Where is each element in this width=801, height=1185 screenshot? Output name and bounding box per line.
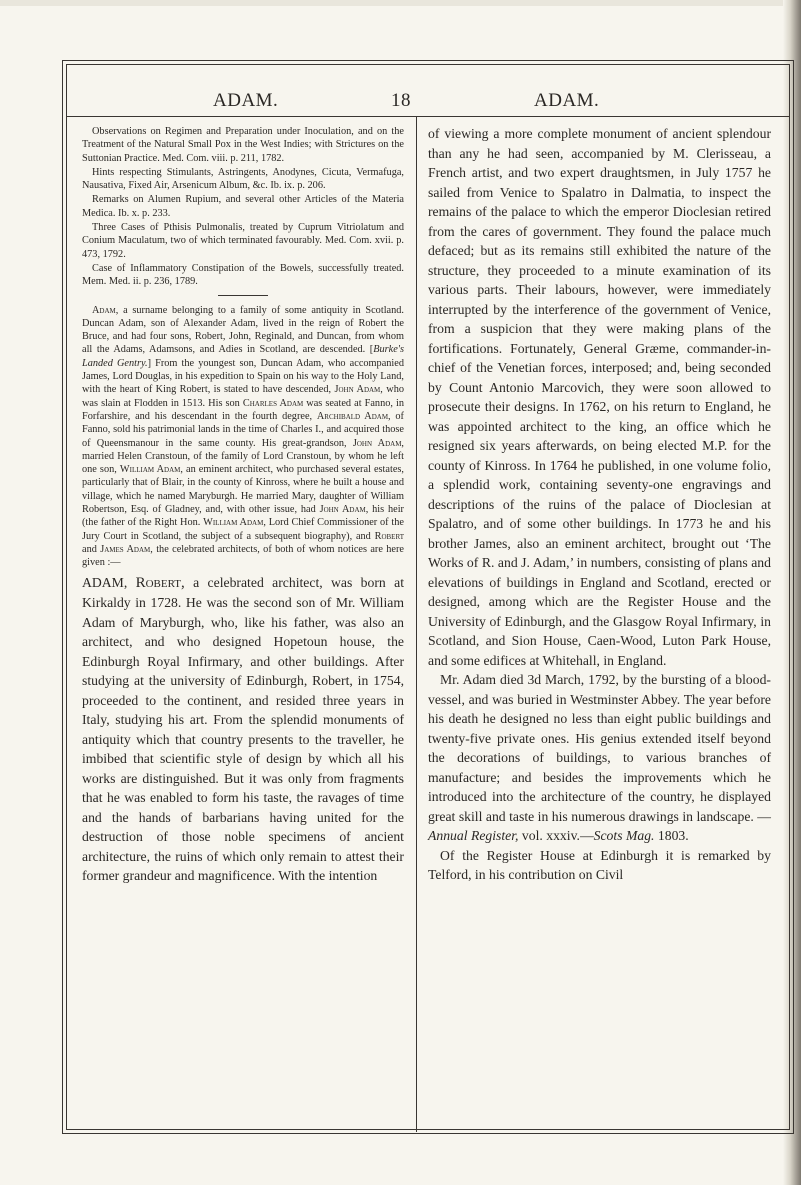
page-top-edge bbox=[0, 0, 801, 6]
entry-body: a celebrated architect, was born at Kirkaldy in 1728. He was the second son of Mr. William Adam of Maryburgh, who, like his father, was also an architect, and who designed Hopetoun house, the Edinburgh Royal Infirmary, and other buildings. After studying at the university of Edinburgh, Robert, in 1754, proceeded to the continent, and resided three years in Italy, studying his art. From the splendid monuments of antiquity which that country presents to the traveller, he imbibed that scientific style of design by which all his works are distinguished. But it was only from fragments that he was enabled to form his taste, the ravages of time and the hands of barbarians having united for the destruction of those noble specimens of ancient architecture, the ruins of which only remain to attest their former grandeur and magnificence. With the intention bbox=[82, 574, 404, 883]
header-rule bbox=[66, 116, 790, 117]
citation-burke: Burke's Landed Gentry. bbox=[82, 344, 404, 369]
right-column bbox=[428, 124, 771, 885]
left-column bbox=[82, 124, 404, 886]
observation-entry: Observations on Regimen and Preparation under Inoculation, and on the Treatment of the Natural Small Pox in the West Indies; with Strictures on the Suttonian Practice. Med. Com. viii. p. 211, 1782. bbox=[82, 126, 404, 164]
family-paragraph: Adam, a surname belonging to a family of some antiquity in Scotland. Duncan Adam, son of Alexander Adam, lived in the reign of Robert the Bruce, and had four sons, Robert, John, Reginald, and Duncan, from whom all the Adams, Adamsons, and Adies in Scotland, are descended. [Burke's Landed Gentry.] From the youngest son, Duncan Adam, who accompanied James, Lord Douglas, in his expedition to Spain on his way to the Holy Land, with the heart of King Robert, is stated to have descended, John Adam, who was slain at Flodden in 1513. His son Charles Adam was seated at Fanno, in Forfarshire, and his descendant in the fourth degree, Archibald Adam, of Fanno, sold his patrimonial lands in the time of Charles I., and acquired those of Queensmanour in the same county. His great-grandson, John Adam, married Helen Cranstoun, of the family of Lord Cranstoun, by whom he left one son, William Adam, an eminent architect, who purchased several estates, particularly that of Blair, in the county of Kinross, where he built a house and village, which he named Maryburgh. He married Mary, daughter of William Robertson, Esq. of Gladney, and, with other issue, had John Adam, his heir (the father of the Right Hon. William Adam, Lord Chief Commissioner of the Jury Court in Scotland, the subject of a subsequent biography), and Robert and James Adam, the celebrated architects, of both of whom notices are here given :— bbox=[82, 304, 405, 569]
page-number: 18 bbox=[391, 90, 411, 111]
header-left-title: ADAM. bbox=[213, 90, 279, 111]
observation-entry: Hints respecting Stimulants, Astringents, Anodynes, Cicuta, Vermafuga, Nausativa, Fixed Air, Arsenicum Album, &c. Ib. ix. p. 206. bbox=[82, 166, 404, 192]
column-divider bbox=[416, 117, 417, 1132]
section-divider bbox=[218, 295, 268, 296]
entry-forename: Robert, bbox=[135, 574, 185, 591]
entry-headword: ADAM, bbox=[82, 574, 128, 590]
body-paragraph: Of the Register House at Edinburgh it is remarked by Telford, in his contribution on Civil bbox=[428, 847, 771, 882]
observation-entry: Remarks on Alumen Rupium, and several other Articles of the Materia Medica. Ib. x. p. 233. bbox=[82, 194, 404, 219]
body-paragraph: Mr. Adam died 3d March, 1792, by the bursting of a blood-vessel, and was buried in Westminster Abbey. The year before his death he designed no less than eight public buildings and twenty-five private ones. His genius extended itself beyond the decorations of buildings, to various branches of manufacture; and besides the improvements which he introduced into the architecture of the country, he displayed great skill and taste in his numerous drawings in landscape. —Annual Register, vol. xxxiv.—Scots Mag. 1803. bbox=[428, 672, 771, 843]
robert-adam-continued bbox=[428, 124, 771, 885]
citation-scots-mag: Scots Mag. bbox=[593, 828, 655, 843]
header-right-title: ADAM. bbox=[534, 90, 600, 111]
observations-list bbox=[82, 125, 404, 289]
body-paragraph: of viewing a more complete monument of ancient splendour than any he had seen, accompanied by M. Clerisseau, a French artist, and two expert draughtsmen, in July 1757 he sailed from Venice to Spalatro in Dalmatia, to inspect the remains of the palace to which the emperor Dioclesian retired from the cares of government. They found the palace much defaced; but as its remains still exhibited the nature of the structure, they proceeded to a minute examination of its various parts. Their labours, however, were immediately interrupted by the interference of the government of Venice, from a suspicion that they were making plans of the fortifications. Fortunately, General Græme, commander-in-chief of the Venetian forces, interposed; and, being seconded by Count Antonio Marcovich, they were soon allowed to prosecute their designs. In 1762, on his return to England, he was appointed architect to the king, an office which he resigned six years afterwards, on being elected M.P. for the county of Kinross. In 1764 he published, in one volume folio, a splendid work, containing seventy-one engravings and descriptions of the ruins of the palace of Dioclesian at Spalatro, and of some other buildings. In 1773 he and his brother James, also an eminent architect, brought out ‘The Works of R. and J. Adam,’ in numbers, consisting of plans and elevations of buildings in England and Scotland, erected or designed, among which are the Register House and the University of Edinburgh, and the Glasgow Royal Infirmary, in Scotland, and Sion House, Caen-Wood, Luton Park House, and some edifices at Whitehall, in England. bbox=[428, 126, 771, 668]
running-header bbox=[66, 90, 790, 114]
observation-entry: Case of Inflammatory Constipation of the Bowels, successfully treated. Mem. Med. ii. p. 236, 1789. bbox=[82, 262, 404, 288]
robert-adam-entry bbox=[82, 573, 404, 886]
citation-annual-register: Annual Register, bbox=[428, 828, 519, 843]
surname-adam: Adam, bbox=[92, 304, 119, 316]
observation-entry: Three Cases of Pthisis Pulmonalis, treated by Cuprum Vitriolatum and Conium Maculatum, two of which terminated favourably. Med. Com. xvii. p. 473, 1792. bbox=[82, 222, 404, 260]
